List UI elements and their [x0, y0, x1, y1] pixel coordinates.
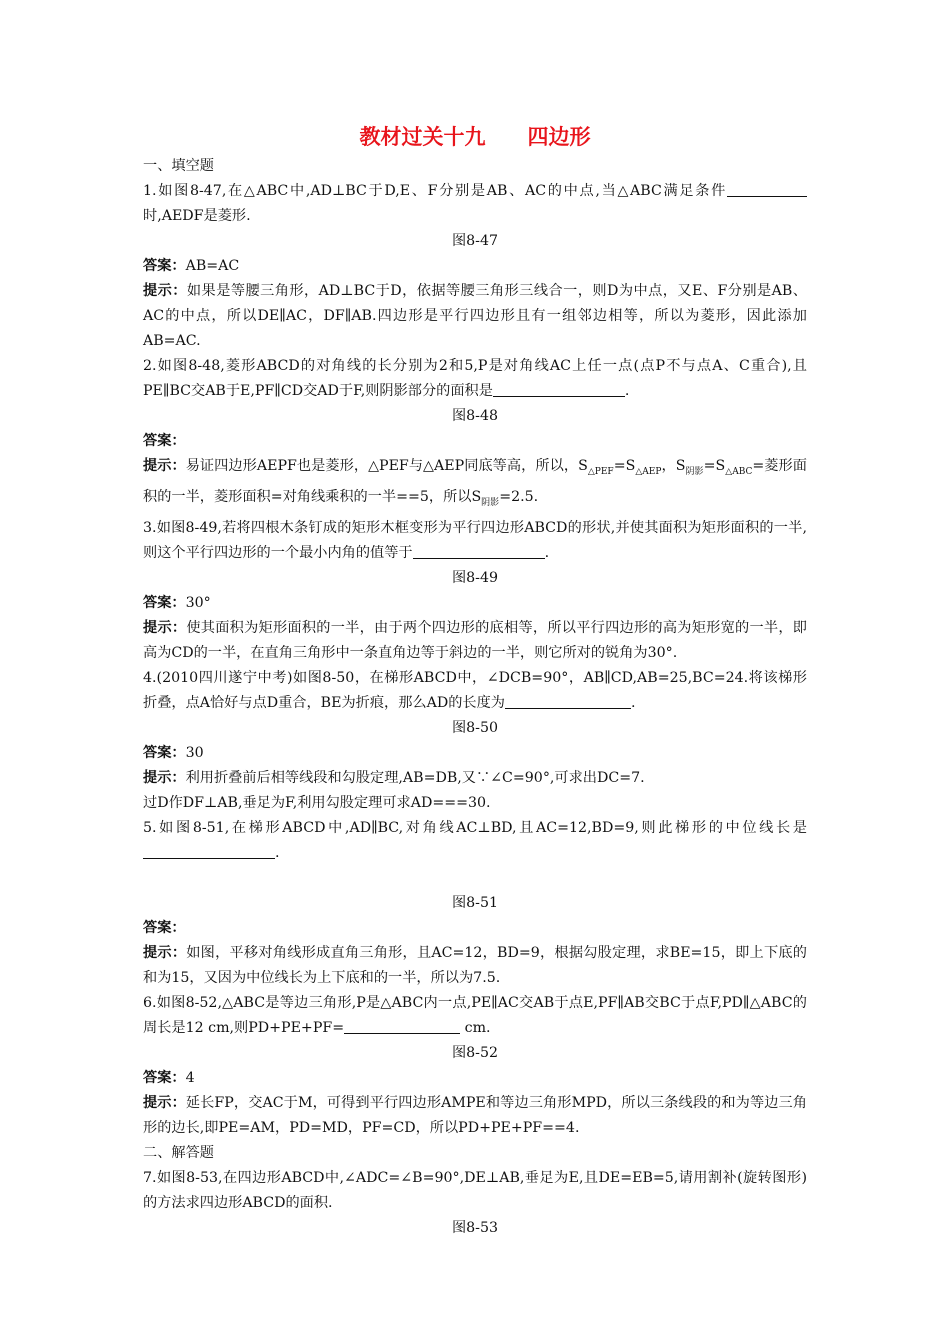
hint-paragraph	[143, 454, 807, 516]
answer-label: 答案：	[143, 594, 186, 611]
hint-paragraph	[143, 941, 807, 991]
hint-label: 提示：	[143, 944, 187, 961]
figure-caption: 图8-52	[451, 1044, 499, 1061]
answer-line	[143, 591, 807, 616]
answer-blank[interactable]	[143, 844, 275, 859]
answer-text: 4	[185, 1069, 195, 1086]
hint-text: 利用折叠前后相等线段和勾股定理,AB=DB,又∵∠C=90°,可求出DC=7.	[185, 769, 645, 786]
question-1	[143, 179, 807, 229]
figure-caption: 图8-48	[451, 408, 499, 424]
hint-paragraph	[143, 1091, 807, 1141]
answer-blank[interactable]	[727, 182, 777, 197]
question-6	[143, 991, 807, 1041]
answer-blank[interactable]	[505, 694, 631, 709]
hint-text: =S	[703, 458, 726, 474]
hint-text: ，S	[661, 458, 686, 474]
hint-line	[143, 766, 807, 791]
hint-label: 提示：	[143, 769, 186, 786]
question-1-text: 1.如图8-47,在△ABC中,AD⊥BC于D,E、F分别是AB、AC的中点,当△ABC满足条件	[143, 183, 727, 199]
hint-label: 提示：	[143, 283, 187, 299]
answer-blank[interactable]	[344, 1019, 460, 1034]
question-3: 3.如图8-49,若将四根木条钉成的矩形木框变形为平行四边形ABCD的形状,并使其面积为矩形面积的一半,则这个平行四边形的一个最小内角的值等于 .	[143, 519, 807, 561]
answer-blank[interactable]	[413, 544, 545, 559]
hint-text: 延长FP，交AC于M，可得到平行四边形AMPE和等边三角形MPD，所以三条线段的和为等边三角形的边长,即PE=AM，PD=MD，PF=CD，所以PD+PE+PF==4.	[143, 1094, 807, 1136]
question-4: 4.(2010四川遂宁中考)如图8-50，在梯形ABCD中，∠DCB=90°，AB∥CD,AB=25,BC=24.将该梯形折叠，点A恰好与点D重合，BE为折痕，那么AD的长度为 .	[143, 669, 807, 711]
hint-text: =菱形面积的一半，菱形面积=对角线乘积的一半=	[143, 458, 807, 505]
hint-label: 提示：	[143, 458, 186, 474]
answer-label: 答案：	[143, 1069, 186, 1086]
hint-label: 提示：	[143, 1094, 186, 1111]
hint-line: 过D作DF⊥AB,垂足为F,利用勾股定理可求AD===30.	[143, 794, 491, 811]
hint-paragraph	[143, 616, 807, 666]
subscript: 阴影	[481, 497, 500, 508]
hint-text: =2.5.	[499, 488, 539, 505]
question-3-text: 3.如图8-49,若将四根木条钉成的矩形木框变形为平行四边形ABCD的形状,并使其面积为矩形面积的一半,则这个平行四边形的一个最小内角的值等于	[143, 519, 807, 561]
answer-line	[143, 1066, 807, 1091]
page-title: 教材过关十九 四边形	[359, 124, 591, 149]
question-6-text: 6.如图8-52,△ABC是等边三角形,P是△ABC内一点,PE∥AC交AB于点E,PF∥AB交BC于点F,PD∥△ABC的周长是12 cm,则PD+PE+PF=	[143, 994, 807, 1036]
answer-line	[143, 916, 807, 941]
answer-line	[143, 741, 807, 766]
hint-text: 易证四边形AEPF也是菱形，△PEF与△AEP同底等高，所以，S	[185, 458, 588, 474]
question-7: 7.如图8-53,在四边形ABCD中,∠ADC=∠B=90°,DE⊥AB,垂足为E,且DE=EB=5,请用割补(旋转图形)的方法求四边形ABCD的面积.	[143, 1169, 807, 1211]
answer-line	[143, 429, 807, 454]
answer-label: 答案：	[143, 258, 186, 274]
figure-caption: 图8-53	[451, 1219, 499, 1236]
figure-caption: 图8-51	[451, 894, 499, 911]
subscript: 阴影	[685, 466, 704, 477]
hint-text: 如图，平移对角线形成直角三角形，且AC=12，BD=9，根据勾股定理，求BE=15，即上下底的和为15，又因为中位线长为上下底和的一半，所以为7.5.	[143, 944, 807, 986]
answer-label: 答案：	[143, 744, 186, 761]
figure-caption: 图8-49	[451, 569, 499, 586]
answer-text: 30°	[185, 594, 211, 611]
hint-text: 如果是等腰三角形，AD⊥BC于D，依据等腰三角形三线合一，则D为中点，又E、F分别是AB、AC的中点，所以DE∥AC，DF∥AB.四边形是平行四边形且有一组邻边相等，所以为菱形，因此添加AB=AC.	[143, 283, 807, 349]
question-4-text: 4.(2010四川遂宁中考)如图8-50，在梯形ABCD中，∠DCB=90°，AB∥CD,AB=25,BC=24.将该梯形折叠，点A恰好与点D重合，BE为折痕，那么AD的长度为	[143, 669, 807, 711]
subscript: △ABC	[725, 466, 753, 477]
hint-paragraph	[143, 279, 807, 354]
hint-text: =5，所以S	[407, 488, 482, 505]
figure-space	[143, 866, 807, 891]
question-6-unit: cm.	[460, 1019, 491, 1036]
answer-line	[143, 254, 807, 279]
answer-label: 答案：	[143, 919, 186, 936]
question-5-text: 5.如图8-51,在梯形ABCD中,AD∥BC,对角线AC⊥BD,且AC=12,BD=9,则此梯形的中位线长是	[143, 819, 807, 836]
hint-text: =S	[613, 458, 636, 474]
answer-label: 答案：	[143, 433, 186, 449]
answer-text: 30	[185, 744, 204, 761]
answer-blank[interactable]	[493, 382, 625, 397]
question-2: 2.如图8-48,菱形ABCD的对角线的长分别为2和5,P是对角线AC上任一点(点P不与点A、C重合),且PE∥BC交AB于E,PF∥CD交AD于F,则阴影部分的面积是 .	[143, 358, 807, 399]
question-5: 5.如图8-51,在梯形ABCD中,AD∥BC,对角线AC⊥BD,且AC=12,BD=9,则此梯形的中位线长是.	[143, 819, 807, 861]
subscript: △PEF	[587, 466, 614, 477]
hint-text: 使其面积为矩形面积的一半，由于两个四边形的底相等，所以平行四边形的高为矩形宽的一半，即高为CD的一半，在直角三角形中一条直角边等于斜边的一半，则它所对的锐角为30°.	[143, 619, 807, 661]
subscript: △AEP	[635, 466, 662, 477]
question-1-text-end: 时,AEDF是菱形.	[143, 208, 251, 224]
question-2-text: 2.如图8-48,菱形ABCD的对角线的长分别为2和5,P是对角线AC上任一点(点P不与点A、C重合),且PE∥BC交AB于E,PF∥CD交AD于F,则阴影部分的面积是	[143, 358, 807, 399]
answer-blank[interactable]	[777, 182, 807, 197]
figure-caption: 图8-50	[451, 719, 499, 736]
figure-caption: 图8-47	[451, 233, 499, 249]
document-page	[143, 122, 807, 1241]
hint-label: 提示：	[143, 619, 187, 636]
section-heading-solve: 二、解答题	[143, 1144, 214, 1161]
section-heading-fill-blank: 一、填空题	[143, 158, 214, 174]
answer-text: AB=AC	[185, 258, 240, 274]
